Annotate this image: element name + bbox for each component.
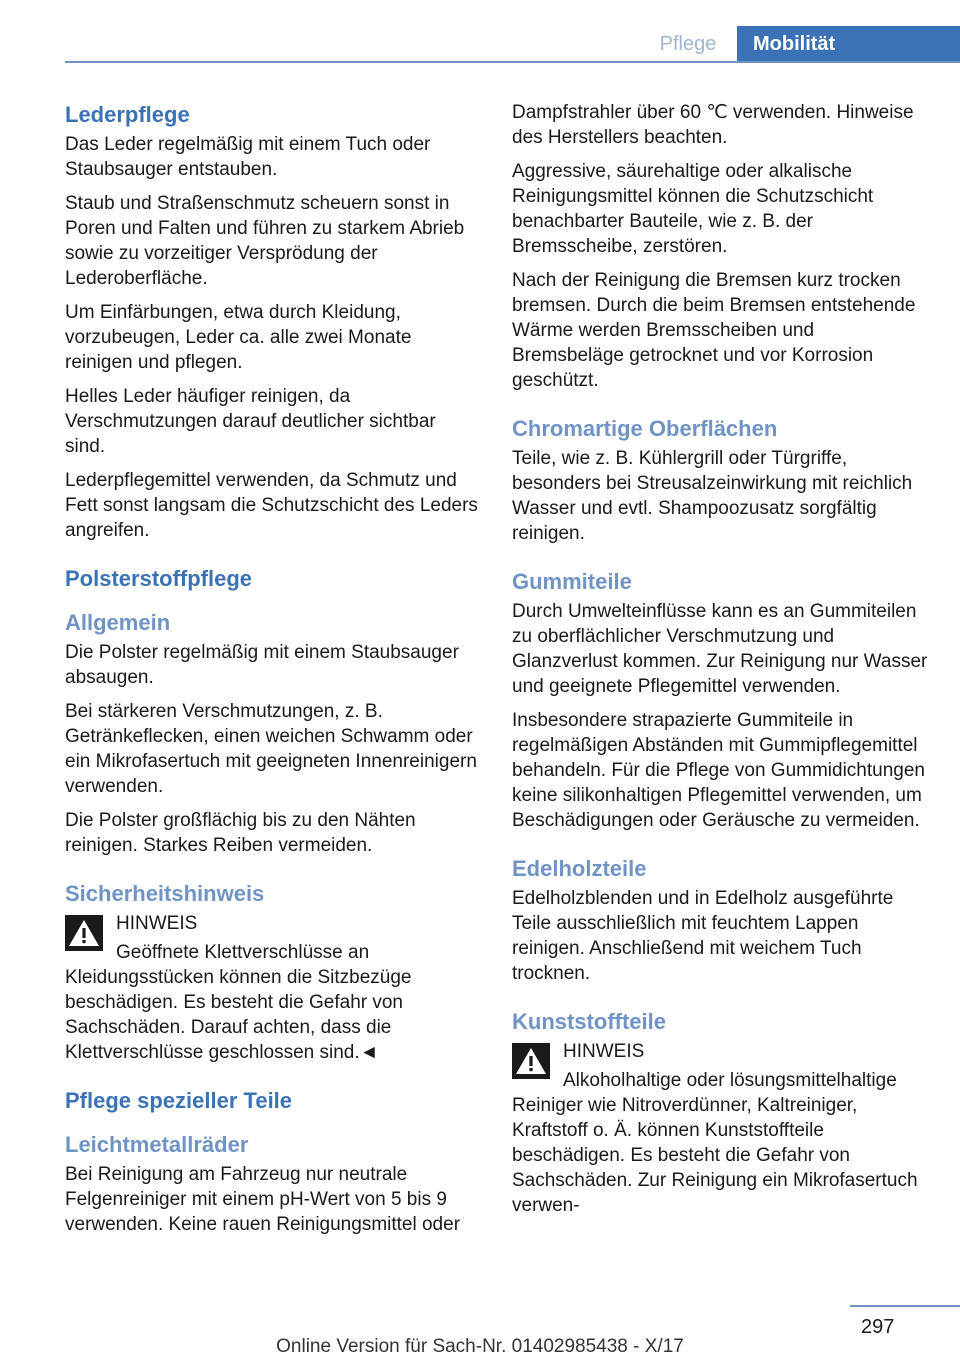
paragraph: Staub und Straßenschmutz scheuern sonst in Poren und Falten und führen zu starkem Abrieb sowie zu vorzeitiger Versprödung der Lederoberfläche. [65, 193, 465, 289]
page-header [0, 0, 960, 62]
subsection-title-leichtmetallraeder: Leichtmetallräder [65, 1132, 249, 1157]
subsection-title-chromartige-oberflaechen: Chromartige Oberflächen [512, 416, 778, 441]
warning-text: Geöffnete Klettverschlüsse an Kleidungsstücken können die Sitzbezüge beschädigen. Es besteht die Gefahr von Sachschäden. Darauf achten, dass die Klettverschlüsse geschlossen sind.◄ [65, 942, 412, 1063]
section-title-lederpflege: Lederpflege [65, 102, 190, 127]
warning-text: Alkoholhaltige oder lösungsmittelhaltige Reiniger wie Nitroverdünner, Kaltreiniger, Kraftstoff o. Ä. können Kunststoffteile beschädigen. Es besteht die Gefahr von Sachschäden. Zur Reinigung ein Mikrofasertuch verwen- [512, 1070, 918, 1216]
paragraph: Die Polster großflächig bis zu den Nähten reinigen. Starkes Reiben vermeiden. [65, 810, 416, 856]
paragraph: Um Einfärbungen, etwa durch Kleidung, vorzubeugen, Leder ca. alle zwei Monate reinigen und pflegen. [65, 302, 412, 373]
paragraph: Das Leder regelmäßig mit einem Tuch oder Staubsauger entstauben. [65, 134, 431, 180]
subsection-title-allgemein: Allgemein [65, 610, 171, 635]
subsection-title-sicherheitshinweis: Sicherheitshinweis [65, 881, 265, 906]
paragraph: Dampfstrahler über 60 ℃ verwenden. Hinweise des Herstellers beachten. [512, 102, 914, 148]
paragraph: Durch Umwelteinflüsse kann es an Gummiteilen zu oberflächlicher Verschmutzung und Glanzverlust kommen. Zur Reinigung nur Wasser und geeignete Pflegemittel verwenden. [512, 601, 928, 697]
left-column [65, 100, 481, 1246]
warning-note [512, 1039, 928, 1218]
warning-note [65, 911, 481, 1065]
warning-label: HINWEIS [563, 1041, 645, 1062]
right-column [512, 100, 928, 1227]
paragraph: Aggressive, säurehaltige oder alkalische Reinigungsmittel können die Schutzschicht benachbarter Bauteile, wie z. B. der Bremsscheibe, zerstören. [512, 161, 874, 257]
online-version-note: Online Version für Sach-Nr. 01402985438 - X/17 [276, 1336, 684, 1357]
section-title-pflege-spezieller-teile: Pflege spezieller Teile [65, 1088, 293, 1113]
paragraph: Teile, wie z. B. Kühlergrill oder Türgriffe, besonders bei Streusalzeinwirkung mit reichlich Wasser und evtl. Shampoozusatz sorgfältig reinigen. [512, 448, 913, 544]
tab-mobilitaet[interactable]: Mobilität [737, 26, 960, 62]
paragraph: Nach der Reinigung die Bremsen kurz trocken bremsen. Durch die beim Bremsen entstehende Wärme werden Bremsscheiben und Bremsbeläge getrocknet und vor Korrosion geschützt. [512, 270, 916, 391]
warning-triangle-icon [512, 1043, 550, 1079]
paragraph: Die Polster regelmäßig mit einem Staubsauger absaugen. [65, 642, 459, 688]
page-number: 297 [861, 1316, 895, 1338]
paragraph: Helles Leder häufiger reinigen, da Verschmutzungen darauf deutlicher sichtbar sind. [65, 386, 436, 457]
paragraph: Bei Reinigung am Fahrzeug nur neutrale Felgenreiniger mit einem pH-Wert von 5 bis 9 verwenden. Keine rauen Reinigungsmittel oder [65, 1164, 461, 1235]
warning-label: HINWEIS [116, 913, 198, 934]
warning-triangle-icon [65, 915, 103, 951]
subsection-title-kunststoffteile: Kunststoffteile [512, 1009, 666, 1034]
subsection-title-edelholzteile: Edelholzteile [512, 856, 647, 881]
footer-divider [850, 1305, 960, 1307]
paragraph: Bei stärkeren Verschmutzungen, z. B. Getränkeflecken, einen weichen Schwamm oder ein Mikrofasertuch mit geeigneten Innenreinigern verwenden. [65, 701, 477, 797]
header-divider [65, 61, 960, 63]
tab-pflege[interactable]: Pflege [659, 33, 717, 55]
subsection-title-gummiteile: Gummiteile [512, 569, 632, 594]
paragraph: Edelholzblenden und in Edelholz ausgeführte Teile ausschließlich mit feuchtem Lappen reinigen. Anschließend mit weichem Tuch trocknen. [512, 888, 894, 984]
paragraph: Lederpflegemittel verwenden, da Schmutz und Fett sonst langsam die Schutzschicht des Leders angreifen. [65, 470, 478, 541]
paragraph: Insbesondere strapazierte Gummiteile in regelmäßigen Abständen mit Gummipflegemittel behandeln. Für die Pflege von Gummidichtungen keine silikonhaltigen Pflegemittel verwenden, um Beschädigungen oder Geräusche zu vermeiden. [512, 710, 925, 831]
section-title-polsterstoffpflege: Polsterstoffpflege [65, 566, 253, 591]
